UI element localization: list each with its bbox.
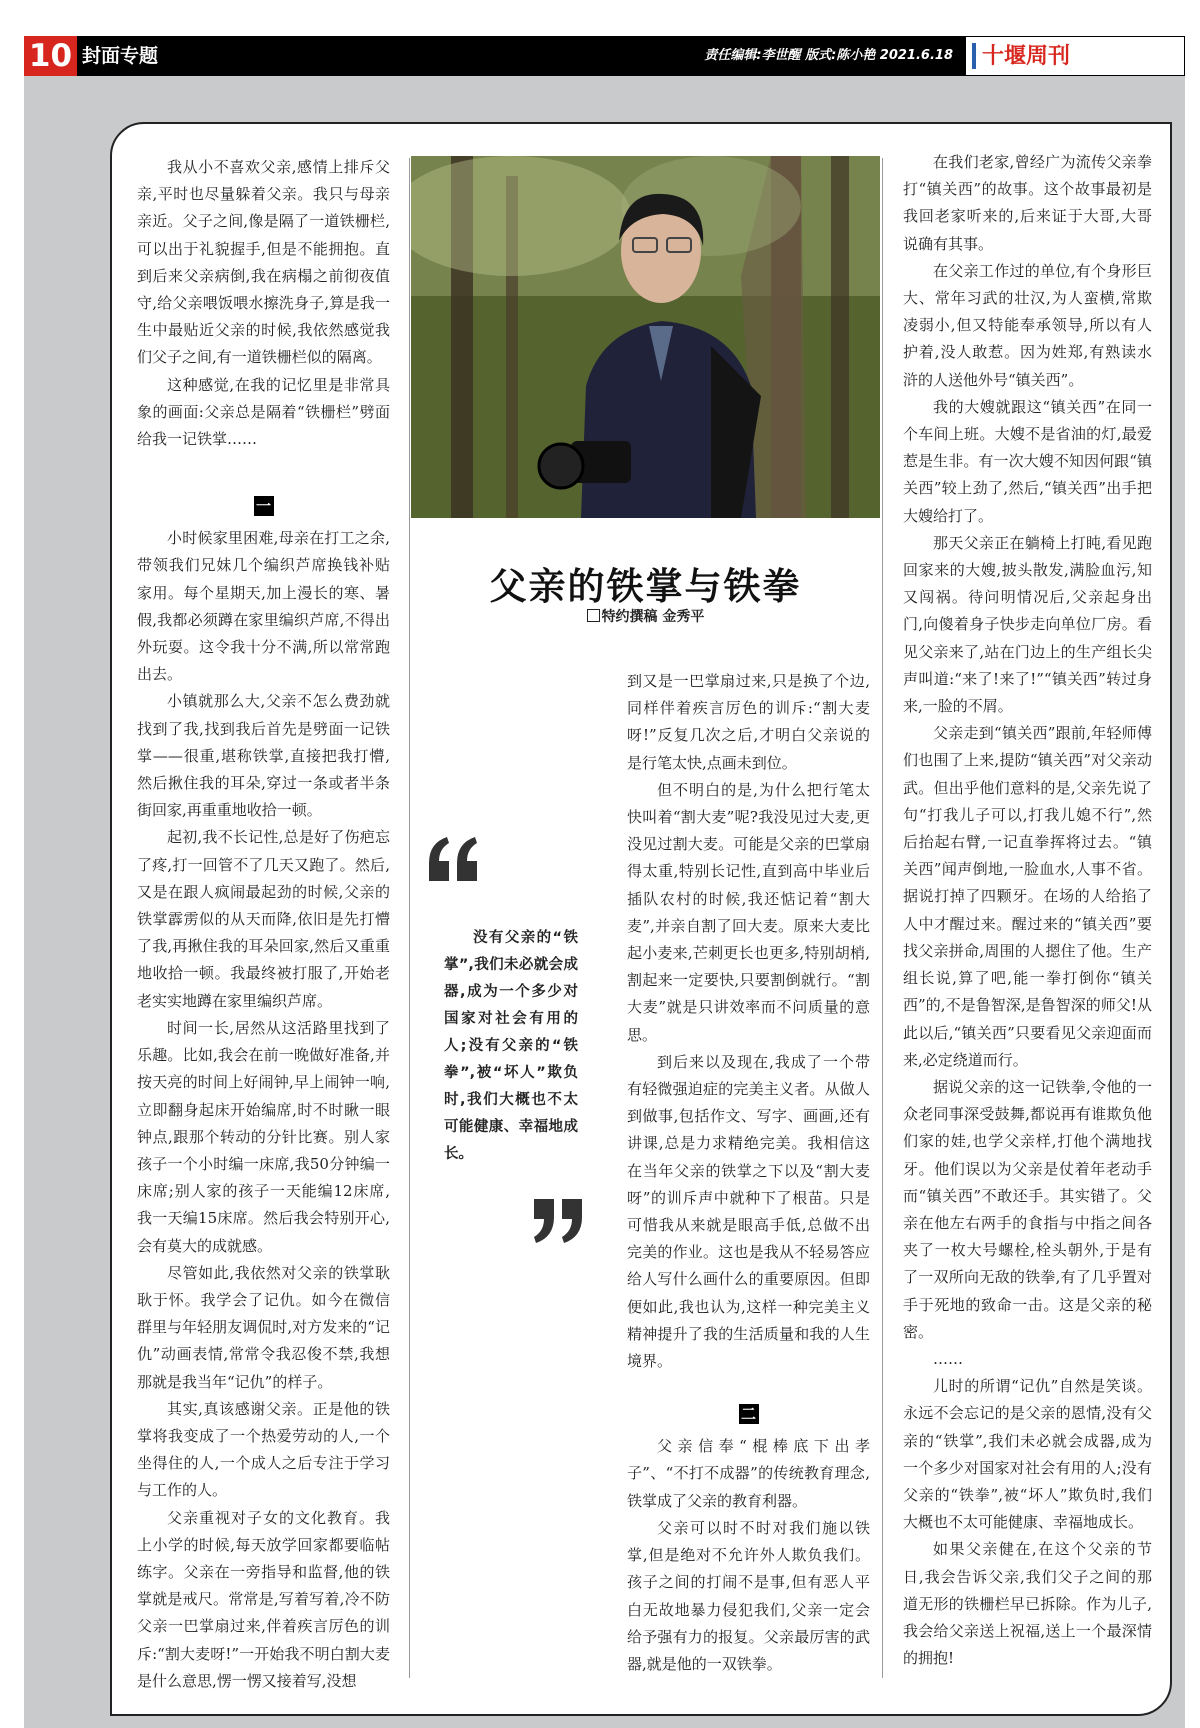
open-quote-icon xyxy=(425,835,483,887)
paragraph: …… xyxy=(933,1349,963,1368)
paragraph: 那天父亲正在躺椅上打盹,看见跑回家来的大嫂,披头散发,满脸血污,知又闯祸。待问明情况后,父亲起身出门,向傻着身子快步走向单位厂房。看见父亲来了,站在门边上的生产组长尖声叫道:“来了!来了!”“镇关西”转过身来,一脸的不屑。 xyxy=(903,533,1152,716)
section-title: 封面专题 xyxy=(82,45,159,67)
byline-text: 特约撰稿 金秀平 xyxy=(601,609,705,625)
article-title: 父亲的铁掌与铁拳 xyxy=(489,564,802,608)
byline xyxy=(411,606,880,626)
paragraph: 到又是一巴掌扇过来,只是换了个边,同样伴着疾言厉色的训斥:“割大麦呀!”反复几次之后,才明白父亲说的是行笔太快,点画未到位。 xyxy=(627,672,870,772)
section-number: 二 xyxy=(739,1404,759,1424)
paragraph: 时间一长,居然从这活路里找到了乐趣。比如,我会在前一晚做好准备,并按天亮的时间上好闹钟,早上闹钟一响,立即翻身起床开始编席,时不时瞅一眼钟点,跟那个转动的分针比赛。别人家孩子一个小时编一床席,我50分钟编一床席;别人家的孩子一天能编12床席,我一天编15床席。然后我会特别开心,会有莫大的成就感。 xyxy=(137,1018,390,1255)
logo-text: 十堰周刊 xyxy=(982,43,1071,69)
paragraph: 起初,我不长记性,总是好了伤疤忘了疼,打一回管不了几天又跑了。然后,又是在跟人疯闹最起劲的时候,父亲的铁掌霹雳似的从天而降,依旧是先打懵了我,再揪住我的耳朵回家,然后又重重地收拾一顿。我最终被打服了,开始老老实实地蹲在家里编织芦席。 xyxy=(137,828,390,1010)
photo-illustration xyxy=(411,156,880,518)
editor-info: 责任编辑:李世醒 版式:陈小艳 2021.6.18 xyxy=(704,48,953,63)
section-number: 一 xyxy=(254,496,274,516)
close-quote-icon xyxy=(530,1197,588,1249)
logo-bar xyxy=(972,43,976,69)
author-photo xyxy=(411,156,880,518)
paragraph: 父亲重视对子女的文化教育。我上小学的时候,每天放学回家都要临帖练字。父亲在一旁指导和监督,他的铁掌就是戒尺。常常是,写着写着,冷不防父亲一巴掌扇过来,伴着疾言厉色的训斥:“割大麦呀!”一开始我不明白割大麦是什么意思,愣一愣又接着写,没想 xyxy=(137,1508,390,1690)
paragraph: 儿时的所谓“记仇”自然是笑谈。永远不会忘记的是父亲的恩情,没有父亲的“铁掌”,我们未必就会成器,成为一个多少对国家对社会有用的人;没有父亲的“铁拳”,被“坏人”欺负时,我们大概也不太可能健康、幸福地成长。 xyxy=(903,1377,1152,1532)
section-marker-1 xyxy=(137,493,390,523)
paragraph: 如果父亲健在,在这个父亲的节日,我会告诉父亲,我们父子之间的那道无形的铁栅栏早已拆除。作为儿子,我会给父亲送上祝福,送上一个最深情的拥抱! xyxy=(903,1540,1152,1668)
section-marker-2 xyxy=(627,1401,870,1431)
article-column-1 xyxy=(137,154,390,1695)
paragraph: 这种感觉,在我的记忆里是非常具象的画面:父亲总是隔着“铁栅栏”劈面给我一记铁掌…… xyxy=(137,375,390,449)
column-divider xyxy=(409,158,410,1678)
column-divider xyxy=(882,158,883,1678)
paragraph: 父亲走到“镇关西”跟前,年轻师傅们也围了上来,提防“镇关西”对父亲动武。但出乎他们意料的是,父亲先说了句“打我儿子可以,打我儿媳不行”,然后抬起右臂,一记直拳挥将过去。“镇关西”闻声倒地,一脸血水,人事不省。据说打掉了四颗牙。在场的人给掐了人中才醒过来。醒过来的“镇关西”要找父亲拼命,周围的人摁住了他。生产组长说,算了吧,能一拳打倒你“镇关西”的,不是鲁智深,是鲁智深的师父!从此以后,“镇关西”只要看见父亲迎面而来,必定绕道而行。 xyxy=(903,724,1152,1069)
paragraph: 小时候家里困难,母亲在打工之余,带领我们兄妹几个编织芦席换钱补贴家用。每个星期天,加上漫长的寒、暑假,我都必须蹲在家里编织芦席,不得出外玩耍。这令我十分不满,所以常常跑出去。 xyxy=(137,529,390,684)
page-number: 10 xyxy=(24,36,77,76)
pull-quote: 没有父亲的“铁掌”,我们未必就会成器,成为一个多少对国家对社会有用的人;没有父亲的“铁拳”,被“坏人”欺负时,我们大概也不太可能健康、幸福地成长。 xyxy=(444,930,578,1162)
paragraph: 尽管如此,我依然对父亲的铁掌耿耿于怀。我学会了记仇。如今在微信群里与年轻朋友调侃时,对方发来的“记仇”动画表情,常常令我忍俊不禁,我想那就是我当年“记仇”的样子。 xyxy=(137,1263,390,1391)
paragraph: 父亲信奉“棍棒底下出孝子”、“不打不成器”的传统教育理念,铁掌成了父亲的教育利器。 xyxy=(627,1437,870,1510)
masthead-logo xyxy=(965,36,1185,76)
paragraph: 到后来以及现在,我成了一个带有轻微强迫症的完美主义者。从做人到做事,包括作文、写字、画画,还有讲课,总是力求精绝完美。我相信这在当年父亲的铁掌之下以及“割大麦呀”的训斥声中就种下了根苗。只是可惜我从来就是眼高手低,总做不出完美的作业。这也是我从不轻易答应给人写什么画什么的重要原因。但即便如此,我也认为,这样一种完美主义精神提升了我的生活质量和我的人生境界。 xyxy=(627,1052,870,1371)
paragraph: 我从小不喜欢父亲,感情上排斥父亲,平时也尽量躲着父亲。我只与母亲亲近。父子之间,像是隔了一道铁栅栏,可以出于礼貌握手,但是不能拥抱。直到后来父亲病倒,我在病榻之前彻夜值守,给父亲喂饭喂水擦洗身子,算是我一生中最贴近父亲的时候,我依然感觉我们父子之间,有一道铁栅栏似的隔离。 xyxy=(137,158,390,367)
byline-box-icon xyxy=(587,609,600,622)
paragraph: 在父亲工作过的单位,有个身形巨大、常年习武的壮汉,为人蛮横,常欺凌弱小,但又特能奉承领导,所以有人护着,没人敢惹。因为姓郑,有熟读水浒的人送他外号“镇关西”。 xyxy=(903,261,1152,389)
article-column-4 xyxy=(903,149,1152,1672)
article-column-3 xyxy=(627,668,870,1678)
page-header xyxy=(24,36,1185,76)
paragraph: 但不明白的是,为什么把行笔太快叫着“割大麦”呢?我没见过大麦,更没见过割大麦。可能是父亲的巴掌扇得太重,特别长记性,直到高中毕业后插队农村的时候,我还惦记着“割大麦”,并亲自割了回大麦。原来大麦比起小麦来,芒刺更长也更多,特别胡梢,割起来一定要快,只要割倒就行。“割大麦”就是只讲效率而不问质量的意思。 xyxy=(627,780,870,1044)
paragraph: 小镇就那么大,父亲不怎么费劲就找到了我,找到我后首先是劈面一记铁掌——很重,堪称铁掌,直接把我打懵,然后揪住我的耳朵,穿过一条或者半条街回家,再重重地收拾一顿。 xyxy=(137,692,390,820)
paragraph: 在我们老家,曾经广为流传父亲拳打“镇关西”的故事。这个故事最初是我回老家听来的,后来证于大哥,大哥说确有其事。 xyxy=(903,153,1152,253)
paragraph: 我的大嫂就跟这“镇关西”在同一个车间上班。大嫂不是省油的灯,最爱惹是生非。有一次大嫂不知因何跟“镇关西”较上劲了,然后,“镇关西”出手把大嫂给打了。 xyxy=(903,397,1152,525)
paragraph: 父亲可以时不时对我们施以铁掌,但是绝对不允许外人欺负我们。孩子之间的打闹不是事,但有恶人平白无故地暴力侵犯我们,父亲一定会给予强有力的报复。父亲最厉害的武器,就是他的一双铁拳。 xyxy=(627,1518,870,1673)
paragraph: 其实,真该感谢父亲。正是他的铁掌将我变成了一个热爱劳动的人,一个坐得住的人,一个成人之后专注于学习与工作的人。 xyxy=(137,1399,390,1500)
paragraph: 据说父亲的这一记铁拳,令他的一众老同事深受鼓舞,都说再有谁欺负他们家的娃,也学父亲样,打他个满地找牙。他们误以为父亲是仗着年老动手而“镇关西”不敢还手。其实错了。父亲在他左右两手的食指与中指之间各夹了一枚大号螺栓,栓头朝外,于是有了一双所向无敌的铁拳,有了几乎置对手于死地的致命一击。这是父亲的秘密。 xyxy=(903,1077,1152,1341)
